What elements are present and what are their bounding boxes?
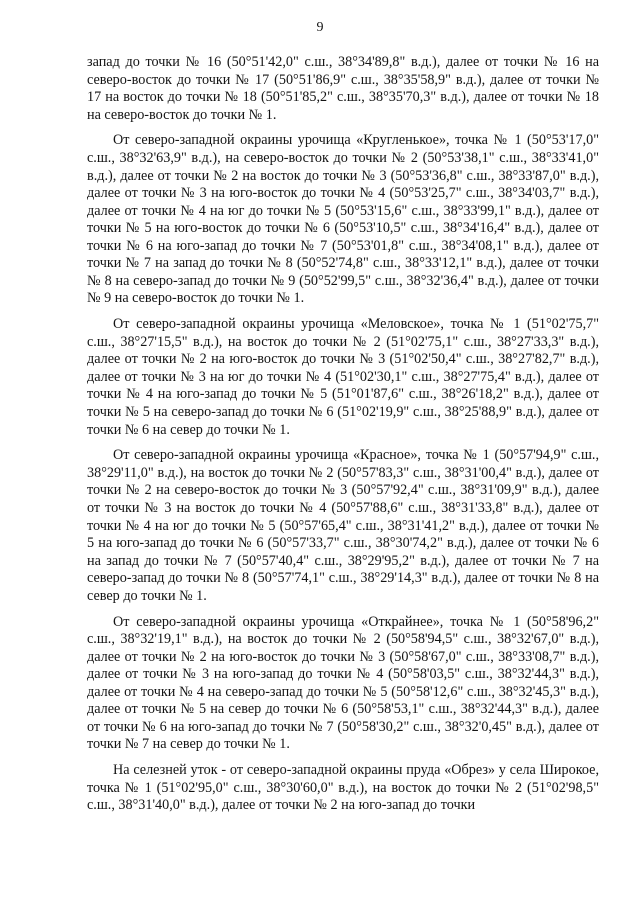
paragraph-otkraynee: От северо-западной окраины урочища «Открайнее», точка № 1 (50°58'96,2" с.ш., 38°32'19,1" в.д.), на восток до точки № 2 (50°58'94,5" с.ш., 38°32'67,0" в.д.), далее от точки № 2 на юго-восток до точки № 3 (50°58'67,0" с.ш., 38°33'08,7" в.д.), далее от точки № 3 на юго-запад до точки № 4 (50°58'03,5" с.ш., 38°32'44,3" в.д.), далее от точки № 4 на северо-запад до точки № 5 (50°58'12,6" с.ш., 38°32'45,3" в.д.), далее от точки № 5 на север до точки № 6 (50°58'53,1" с.ш., 38°32'44,3" в.д.), далее от точки № 6 на юго-запад до точки № 7 (50°58'30,2" с.ш., 38°32'0,45" в.д.), далее от точки № 7 на север до точки № 1. [87,613,599,753]
paragraph-obrez-pond: На селезней уток - от северо-западной окраины пруда «Обрез» у села Широкое, точка № 1 (51°02'95,0" с.ш., 38°30'60,0" в.д.), на восток до точки № 2 (51°02'98,5" с.ш., 38°31'40,0" в.д.), далее от точки № 2 на юго-запад до точки [87,762,599,814]
document-body [87,54,599,815]
paragraph-krasnoe: От северо-западной окраины урочища «Красное», точка № 1 (50°57'94,9" с.ш., 38°29'11,0" в.д.), на восток до точки № 2 (50°57'83,3" с.ш., 38°31'00,4" в.д.), далее от точки № 2 на северо-восток до точки № 3 (50°57'92,4" с.ш., 38°31'09,9" в.д.), далее от точки № 3 на восток до точки № 4 (50°57'88,6" с.ш., 38°31'33,8" в.д.), далее от точки № 4 на юг до точки № 5 (50°57'65,4" с.ш., 38°31'41,2" в.д.), далее от точки № 5 на юго-запад до точки № 6 (50°57'33,7" с.ш., 38°30'74,2" в.д.), далее от точки № 6 на запад до точки № 7 (50°57'40,4" с.ш., 38°29'95,2" в.д.), далее от точки № 7 на северо-запад до точки № 8 (50°57'74,1" с.ш., 38°29'14,3" в.д.), далее от точки № 8 на север до точки № 1. [87,447,599,604]
paragraph-melovskoe: От северо-западной окраины урочища «Меловское», точка № 1 (51°02'75,7" с.ш., 38°27'15,5" в.д.), на восток до точки № 2 (51°02'75,1" с.ш., 38°27'33,3" в.д.), далее от точки № 2 на юго-восток до точки № 3 (51°02'50,4" с.ш., 38°27'82,7" в.д.), далее от точки № 3 на юг до точки № 4 (51°02'30,1" с.ш., 38°27'75,4" в.д.), далее от точки № 4 на юго-запад до точки № 5 (51°01'87,6" с.ш., 38°26'18,2" в.д.), далее от точки № 5 на северо-запад до точки № 6 (51°02'19,9" с.ш., 38°25'88,9" в.д.), далее от точки № 6 на север до точки № 1. [87,316,599,438]
paragraph-kruglenkoe: От северо-западной окраины урочища «Кругленькое», точка № 1 (50°53'17,0" с.ш., 38°32'63,9" в.д.), на северо-восток до точки № 2 (50°53'38,1" с.ш., 38°33'41,0" в.д.), далее от точки № 2 на восток до точки № 3 (50°53'36,8" с.ш., 38°33'87,0" в.д.), далее от точки № 3 на юго-восток до точки № 4 (50°53'25,7" с.ш., 38°34'03,7" в.д.), далее от точки № 4 на юг до точки № 5 (50°53'15,6" с.ш., 38°33'99,1" в.д.), далее от точки № 5 на юго-восток до точки № 6 (50°53'10,5" с.ш., 38°34'16,4" в.д.), далее от точки № 6 на юго-запад до точки № 7 (50°53'01,8" с.ш., 38°34'08,1" в.д.), далее от точки № 7 на запад до точки № 8 (50°52'74,8" с.ш., 38°33'12,1" в.д.), далее от точки № 8 на северо-запад до точки № 9 (50°52'99,5" с.ш., 38°32'36,4" в.д.), далее от точки № 9 на северо-восток до точки № 1. [87,132,599,307]
page-number: 9 [316,20,324,35]
paragraph-continuation: запад до точки № 16 (50°51'42,0" с.ш., 38°34'89,8" в.д.), далее от точки № 16 на северо-восток до точки № 17 (50°51'86,9" с.ш., 38°35'58,9" в.д.), далее от точки № 17 на восток до точки № 18 (50°51'85,2" с.ш., 38°35'70,3" в.д.), далее от точки № 18 на северо-восток до точки № 1. [87,54,599,123]
